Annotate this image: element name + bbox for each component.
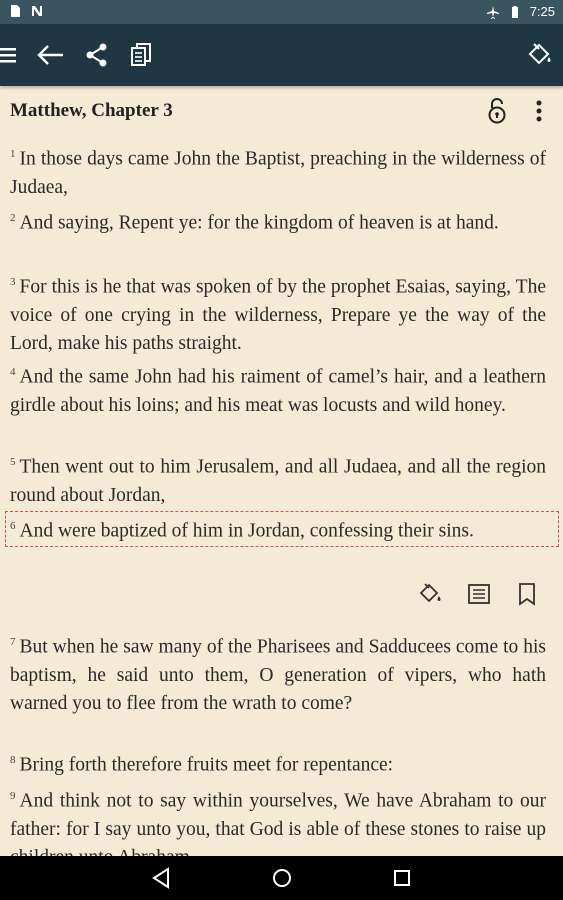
chapter-header: [0, 86, 563, 134]
verse-6-selected[interactable]: [6, 512, 558, 546]
bookmark-button[interactable]: [513, 580, 541, 608]
verse-3[interactable]: [10, 268, 546, 358]
verse-8[interactable]: [10, 746, 546, 780]
more-vertical-icon: [535, 99, 543, 123]
nav-recents-icon[interactable]: [390, 866, 414, 890]
verse-text: For this is he that was spoken of by the prophet Esaias, saying, The voice of one crying in the wilderness, Prepare ye the way of the Lord, make his paths straight.: [10, 276, 546, 354]
share-button[interactable]: [80, 38, 114, 72]
verse-number: 1: [10, 148, 16, 160]
verse-4[interactable]: [10, 358, 546, 420]
copy-button[interactable]: [124, 38, 158, 72]
verse-7[interactable]: [10, 628, 546, 718]
verse-actions: [417, 580, 541, 608]
verse-number: 7: [10, 636, 16, 648]
status-time: 7:25: [529, 4, 555, 19]
menu-icon: [0, 44, 20, 66]
battery-icon: [508, 5, 522, 19]
verse-number: 5: [10, 456, 16, 468]
menu-button[interactable]: [0, 38, 26, 72]
highlight-verse-button[interactable]: [417, 580, 445, 608]
app-toolbar: [0, 24, 563, 86]
copy-icon: [129, 42, 153, 68]
more-options-button[interactable]: [524, 96, 554, 126]
verse-text: And saying, Repent ye: for the kingdom of heaven is at hand.: [19, 212, 499, 234]
note-icon: [467, 582, 491, 606]
paint-bucket-icon: [418, 582, 444, 606]
note-button[interactable]: [465, 580, 493, 608]
highlight-button[interactable]: [523, 38, 557, 72]
notification-n-icon: [30, 4, 44, 18]
lock-button[interactable]: [482, 96, 512, 126]
verse-text: But when he saw many of the Pharisees and Sadducees come to his baptism, he said unto them, O generation of vipers, who hath warned you to flee from the wrath to come?: [10, 636, 546, 714]
system-nav-bar: [0, 856, 563, 900]
status-bar: [0, 0, 563, 24]
back-button[interactable]: [34, 38, 68, 72]
verse-number: 8: [10, 754, 16, 766]
verse-text: In those days came John the Baptist, preaching in the wilderness of Judaea,: [10, 148, 546, 198]
verse-number: 3: [10, 276, 16, 288]
verse-text: And were baptized of him in Jordan, confessing their sins.: [19, 520, 474, 542]
nav-back-icon[interactable]: [150, 866, 174, 890]
verse-text: And the same John had his raiment of camel’s hair, and a leathern girdle about his loins; and his meat was locusts and wild honey.: [10, 366, 546, 416]
paint-bucket-icon: [526, 42, 554, 68]
verse-1[interactable]: [10, 140, 546, 202]
verse-number: 9: [10, 790, 16, 802]
verse-text: Bring forth therefore fruits meet for repentance:: [19, 754, 394, 776]
bookmark-icon: [517, 582, 537, 606]
nav-home-icon[interactable]: [270, 866, 294, 890]
verse-number: 2: [10, 212, 16, 224]
chapter-title: Matthew, Chapter 3: [10, 100, 173, 121]
unlock-icon: [485, 97, 509, 125]
verse-number: 6: [10, 520, 16, 532]
verse-number: 4: [10, 366, 16, 378]
airplane-mode-icon: [486, 5, 500, 19]
verse-text: Then went out to him Jerusalem, and all Judaea, and all the region round about Jordan,: [10, 456, 546, 506]
share-icon: [84, 42, 110, 68]
verse-5[interactable]: [10, 448, 546, 510]
back-arrow-icon: [36, 43, 66, 67]
sd-card-icon: [8, 4, 22, 18]
verse-text: And think not to say within yourselves, We have Abraham to our father: for I say unto you, that God is able of these stones to raise up: [10, 790, 546, 840]
verse-2[interactable]: [10, 204, 546, 238]
